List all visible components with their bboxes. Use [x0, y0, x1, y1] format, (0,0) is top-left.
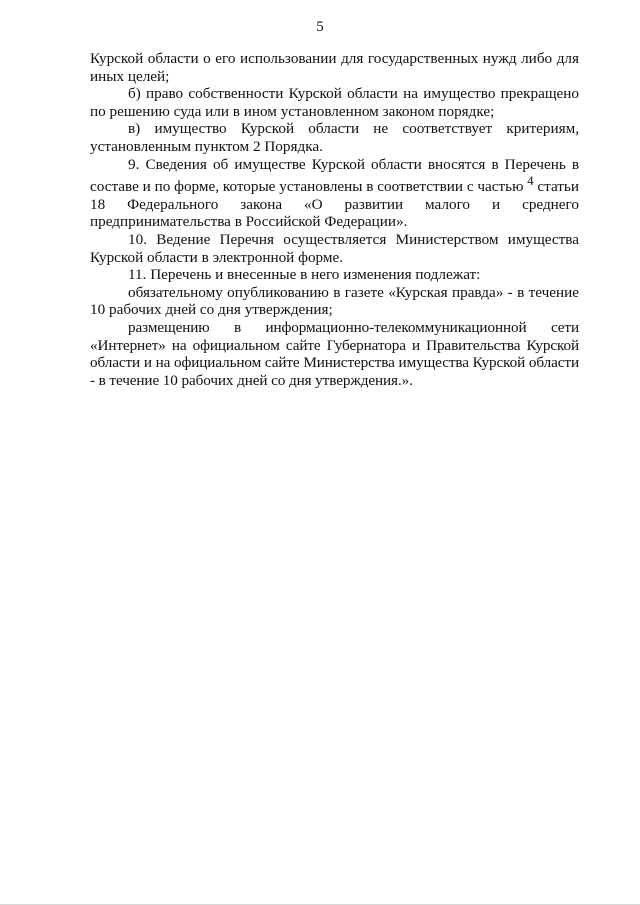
- paragraph-9-text-before: 9. Сведения об имуществе Курской области вносятся в Перечень в составе и по форме, которые установлены в соответствии с частью: [90, 155, 579, 196]
- paragraph-internet: размещению в информационно-телекоммуникационной сети «Интернет» на официальном сайте Губернатора и Правительства Курской области и на официальном сайте Министерства имущества Курской области - в течение 10 рабочих дней со дня утверждения.».: [90, 318, 579, 389]
- paragraph-11: 11. Перечень и внесенные в него изменения подлежат:: [128, 266, 481, 284]
- paragraph-9-superscript: 4: [527, 174, 534, 189]
- document-body: [90, 50, 579, 389]
- paragraph-9: [90, 156, 579, 231]
- paragraph-10: 10. Ведение Перечня осуществляется Министерством имущества Курской области в электронной форме.: [90, 231, 579, 266]
- page-number: 5: [316, 19, 324, 35]
- paragraph-v: в) имущество Курской области не соответствует критериям, установленным пунктом 2 Порядка.: [90, 120, 579, 155]
- paragraph-9-text-after: статьи 18 Федерального закона «О развитии малого и среднего предпринимательства в Российской Федерации».: [90, 178, 579, 231]
- paragraph-b: б) право собственности Курской области на имущество прекращено по решению суда или в ином установленном законом порядке;: [90, 85, 579, 120]
- paragraph-publication: обязательному опубликованию в газете «Курская правда» - в течение 10 рабочих дней со дня утверждения;: [90, 283, 579, 319]
- paragraph-continuation: Курской области о его использовании для государственных нужд либо для иных целей;: [90, 50, 579, 85]
